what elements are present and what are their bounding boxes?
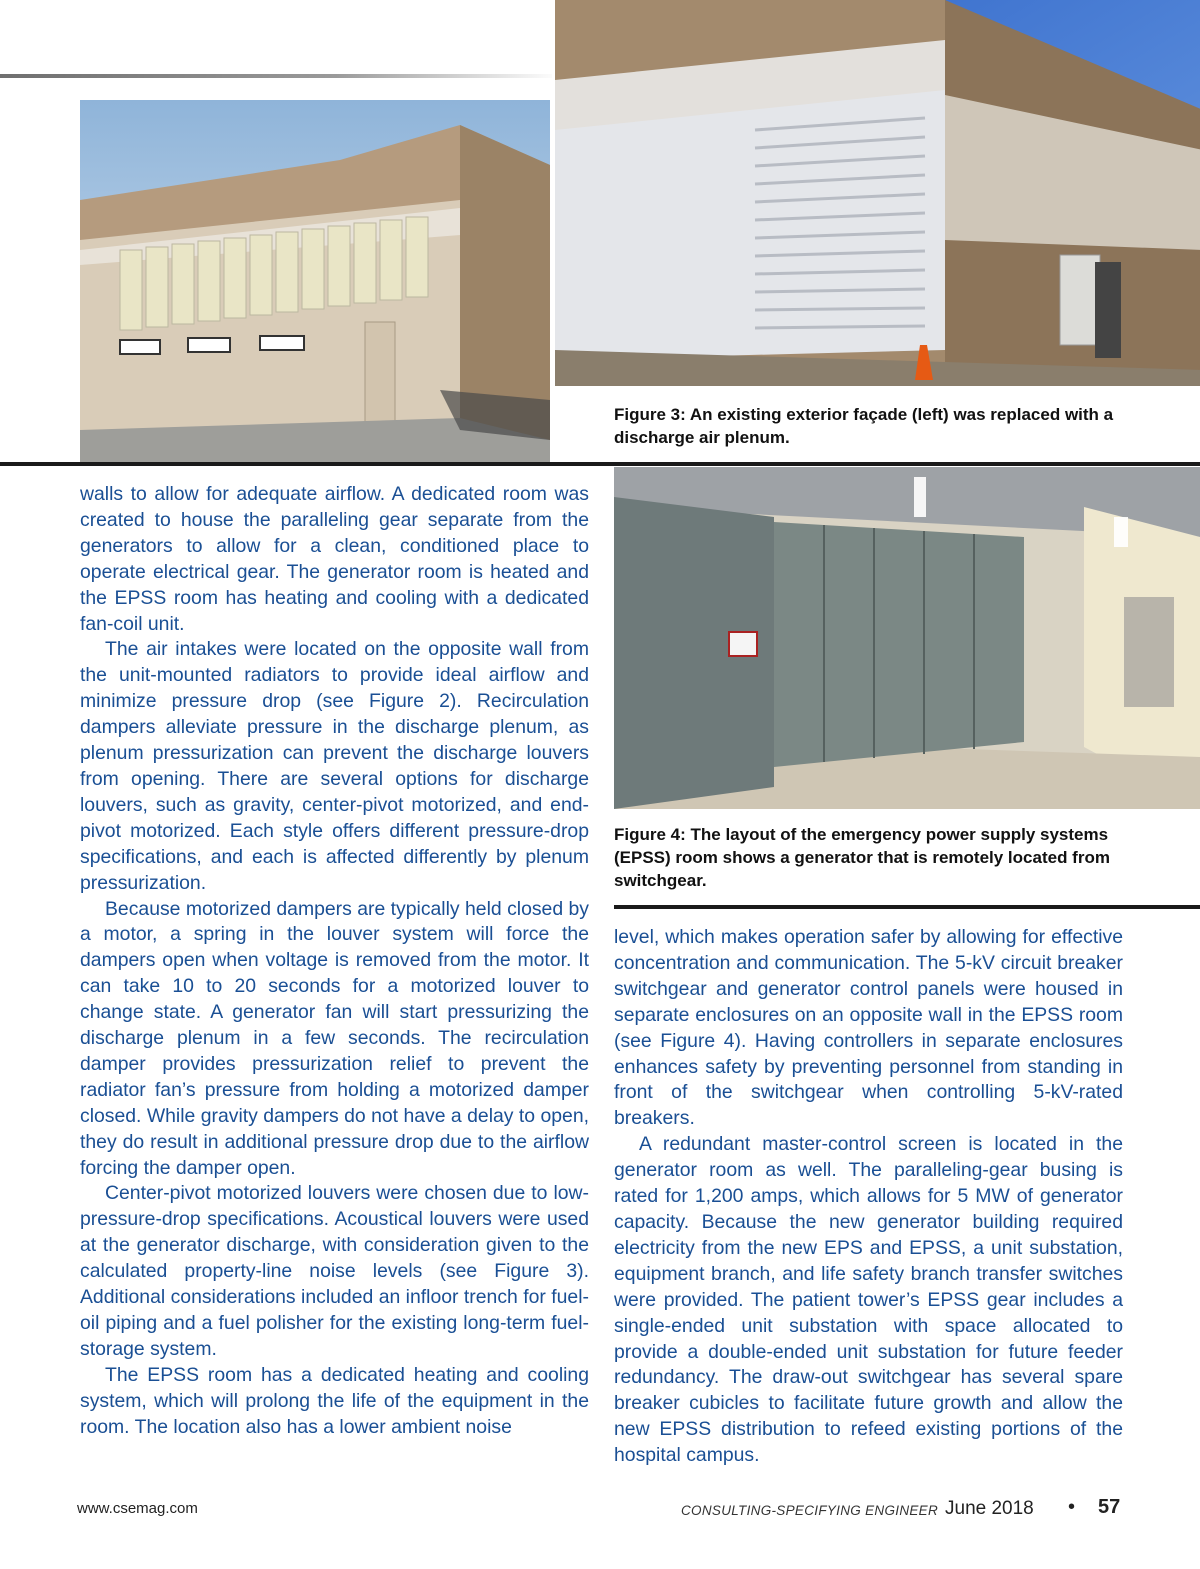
paragraph: walls to allow for adequate airflow. A dedicated room was created to house the paralleling gear separate from the generators to allow for a clean, conditioned place to operate electrical gear. The generator room is heated and the EPSS room has heating and cooling with a dedicated fan-coil unit. [80, 483, 589, 635]
footer-bullet: • [1068, 1496, 1076, 1518]
footer-url: www.csemag.com [77, 1500, 198, 1517]
figure-4-rule [614, 905, 1200, 909]
figure-4-caption: Figure 4: The layout of the emergency power supply systems (EPSS) room shows a generator that is remotely located from switchgear. [614, 825, 1110, 890]
paragraph: level, which makes operation safer by allowing for effective concentration and communication. The 5-kV circuit breaker switchgear and generator control panels were housed in separate enclosures on an opposite wall in the EPSS room (see Figure 4). Having controllers in separate enclosures enhances safety by preventing personnel from standing in front of the switchgear when controlling 5-kV-rated breakers. [614, 926, 1123, 1130]
photo-epss-room [614, 467, 1200, 809]
photo-existing-facade [80, 100, 550, 463]
article-right-column [614, 925, 1123, 1469]
article-left-column [80, 482, 589, 1441]
paragraph: The air intakes were located on the opposite wall from the unit-mounted radiators to provide ideal airflow and minimize pressure drop (see Figure 2). Recirculation dampers alleviate pressure in the discharge plenum, as plenum pressurization can prevent the discharge louvers from opening. There are several options for discharge louvers, such as gravity, center-pivot motorized, and end-pivot motorized. Each style offers different pressure-drop specifications, and each is affected differently by plenum pressurization. [80, 638, 589, 894]
footer-date: June 2018 [945, 1498, 1034, 1519]
paragraph: A redundant master-control screen is located in the generator room as well. The paralleling-gear busing is rated for 1,200 amps, which allows for 5 MW of generator capacity. Because the new generator building required electricity from the new EPS and EPSS, a unit substation, equipment branch, and life safety branch transfer switches were provided. The patient tower’s EPSS gear includes a single-ended unit substation with space allocated to provide a double-ended unit substation for future feeder redundancy. The draw-out switchgear has several spare breaker cubicles to facilitate future growth and allow the new EPSS distribution to refeed existing portions of the hospital campus. [614, 1133, 1123, 1467]
footer-magazine: CONSULTING-SPECIFYING ENGINEER [681, 1503, 939, 1518]
paragraph: Center-pivot motorized louvers were chosen due to low-pressure-drop specifications. Acoustical louvers were used at the generator discharge, with consideration given to the calculated property-line noise levels (see Figure 3). Additional considerations included an infloor trench for fuel-oil piping and a fuel polisher for the existing long-term fuel-storage system. [80, 1182, 589, 1360]
section-rule [0, 462, 1200, 466]
figure-3-caption: Figure 3: An existing exterior façade (left) was replaced with a discharge air plenum. [614, 405, 1114, 447]
page-number: 57 [1098, 1496, 1121, 1518]
header-rule [0, 74, 560, 78]
photo-discharge-plenum [552, 0, 1200, 389]
paragraph: Because motorized dampers are typically held closed by a motor, a spring in the louver system will force the dampers open when voltage is removed from the motor. It can take 10 to 20 seconds for a motorized louver to change state. A generator fan will start pressurizing the discharge plenum in a few seconds. The recirculation damper provides pressurization relief to prevent the radiator fan’s pressure from holding a motorized damper closed. While gravity dampers do not have a delay to open, they do result in additional pressure drop due to the airflow forcing the damper open. [80, 897, 589, 1179]
paragraph: The EPSS room has a dedicated heating and cooling system, which will prolong the life of the equipment in the room. The location also has a lower ambient noise [80, 1363, 589, 1438]
